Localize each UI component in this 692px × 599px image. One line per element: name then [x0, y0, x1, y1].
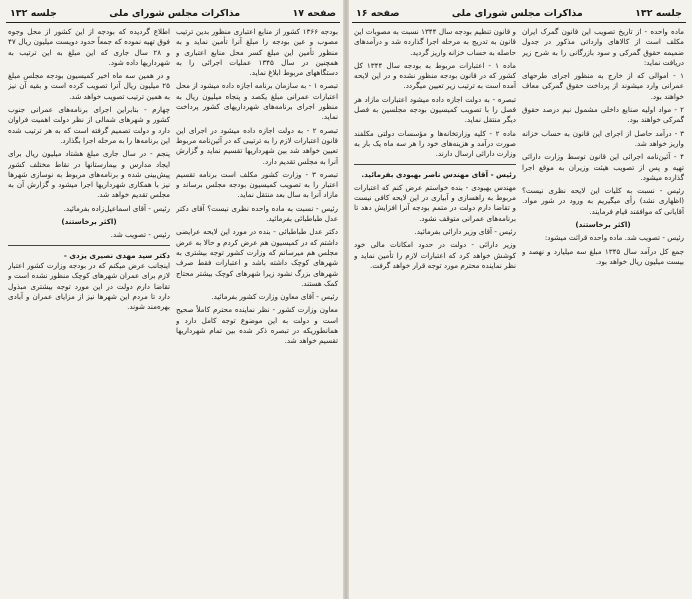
paragraph: ماده ۱ - اعتبارات مربوط به بودجه سال ۱۳۴۴ کل کشور که در قانون بودجه منظور نشده و در این لایحه آمده است به ترتیب زیر تعیین میگردد.	[354, 60, 516, 91]
paragraph: رئیس - تصویب شد. ماده واحده قرائت میشود:	[544, 233, 684, 243]
left-page	[6, 6, 340, 593]
vote-line: (اکثر برخاستند)	[61, 217, 117, 227]
right-page-col-right	[522, 27, 684, 271]
paragraph: رئیس - نسبت به کلیات این لایحه نظری نیست؟ (اظهاری نشد) رأی میگیریم به ورود در شور مواد. آقایانی که موافقند قیام فرمایند.	[522, 186, 684, 216]
left-page-col-left	[8, 27, 170, 347]
paragraph: ۲ - مواد اولیه صنایع داخلی مشمول نیم درصد حقوق گمرکی خواهند بود.	[522, 105, 684, 125]
paragraph: جمع کل درآمد سال ۱۳۴۵ مبلغ سه میلیارد و نهصد و بیست میلیون ریال خواهد بود.	[522, 246, 684, 266]
paragraph: تبصره ۳ - وزارت کشور مکلف است برنامه تقسیم اعتبار را به تصویب کمیسیون بودجه مجلس برساند و مازاد آنرا به سال بعد منتقل نماید.	[176, 169, 338, 200]
paragraph: تبصره - به دولت اجازه داده میشود اعتبارات مازاد هر فصل را با تصویب کمیسیون بودجه مجلسین به فصل دیگر منتقل نماید.	[354, 94, 516, 125]
divider	[8, 245, 170, 246]
paragraph: معاون وزارت کشور - نظر نماینده محترم کاملاً صحیح است و دولت به این موضوع توجه کامل دارد و همانطوریکه در تبصره ذکر شده بین تمام شهرداریها تقسیم خواهد شد.	[176, 305, 338, 346]
right-page-session: جلسه ۱۳۲	[635, 8, 682, 19]
left-page-title: مذاکرات مجلس شورای ملی	[109, 8, 241, 19]
book-gutter	[343, 0, 349, 599]
speaker-name: دکتر سید مهدی نصیری یزدی -	[63, 250, 170, 260]
paragraph: اطلاع گردیده که بودجه از این کشور از محل وجوه فوق تهیه نموده که جمعاً حدود دویست میلیون ریال ۴۷ و ۲۸ سال جاری که این مبلغ به این ترتیب به شهرداریها داده شود.	[8, 27, 170, 67]
left-page-number: صفحه ۱۷	[292, 8, 336, 19]
left-page-header	[6, 6, 340, 23]
paragraph: ماده واحده - از تاریخ تصویب این قانون گمرک ایران مکلف است از کالاهای وارداتی مذکور در جدول ضمیمه حقوق گمرکی و سود بازرگانی را به شرح زیر دریافت نماید:	[522, 27, 684, 67]
right-page-header	[352, 6, 686, 23]
paragraph: و در همین سه ماه اخیر کمیسیون بودجه مجلس مبلغ ۲۵ میلیون ریال آنرا تصویب کرده است و بقیه آن نیز به همین ترتیب تصویب خواهد شد.	[8, 71, 170, 101]
speaker-text: اینجانب عرض میکنم که در بودجه وزارت کشور اعتبار لازم برای عمران شهرهای کوچک منظور نشده است و تقاضا دارم دولت در این مورد توجه بیشتری مبذول دارد تا مردم این شهرها نیز از مزایای عمران و آبادی بهره‌مند شوند.	[8, 260, 170, 312]
paragraph: ۴ - آئین‌نامه اجرائی این قانون توسط وزارت دارائی تهیه و پس از تصویب هیئت وزیران به موقع اجرا گذارده میشود.	[522, 152, 684, 182]
paragraph: ۳ - درآمد حاصل از اجرای این قانون به حساب خزانه واریز خواهد شد.	[522, 128, 684, 148]
paragraph: ۱ - اموالی که از خارج به منظور اجرای طرحهای عمرانی وارد میشوند از پرداخت حقوق گمرکی معاف خواهند بود.	[522, 71, 684, 101]
left-page-columns	[6, 23, 340, 347]
vote-note: رئیس - تصویب شد.	[110, 230, 170, 240]
paragraph: و قانون تنظیم بودجه سال ۱۳۴۴ نسبت به مصوبات این قانون به تدریج به مرحله اجرا گذارده شد و درآمدهای حاصله به حساب خزانه واریز گردید.	[354, 27, 516, 57]
paragraph: بودجه ۱۳۶۶ کشور از منابع اعتباری منظور بدین ترتیب مصوب و عین بودجه را مبلغ آنرا تأمین نماید و به منظور تأمین این مبلغ کسر محل منابع اعتباری و همچنین در سال ۱۳۴۵ عملیات اجرائی را به دستگاههای مربوط ابلاغ نماید.	[176, 27, 338, 78]
right-page-col-left	[354, 27, 516, 271]
right-page	[352, 6, 686, 593]
right-page-columns	[352, 23, 686, 271]
paragraph: رئیس - آقای معاون وزارت کشور بفرمائید.	[211, 292, 338, 302]
paragraph: رئیس - نسبت به ماده واحده نظری نیست؟ آقای دکتر عدل طباطبائی بفرمائید.	[176, 203, 338, 224]
divider	[354, 164, 516, 165]
paragraph: چهارم - بنابراین اجرای برنامه‌های عمرانی جنوب کشور و شهرهای شمالی از نظر دولت اهمیت فراوان دارد و دولت تصمیم گرفته است که به هر ترتیب شده این برنامه‌ها را به مرحله اجرا بگذارد.	[8, 105, 170, 145]
paragraph: رئیس - آقای اسماعیل‌زاده بفرمائید.	[63, 203, 170, 213]
left-page-col-right	[176, 27, 338, 347]
vote-line: (اکثر برخاستند)	[575, 220, 631, 230]
paragraph: دکتر عدل طباطبائی - بنده در مورد این لایحه عرایضی داشتم که در کمیسیون هم عرض کردم و حالا به عرض مجلس هم میرسانم که وزارت کشور توجه بیشتری به شهرهای کوچک داشته باشد و اعتبارات فقط صرف شهرهای بزرگ نشود زیرا شهرهای کوچک بیشتر محتاج کمک هستند.	[176, 227, 338, 288]
paragraph: مهندس بهبودی - بنده خواستم عرض کنم که اعتبارات مربوط به راهسازی و آبیاری در این لایحه کافی نیست و تقاضا دارم دولت در متمم بودجه آنرا افزایش دهد تا برنامه‌های عمرانی متوقف نشود.	[354, 182, 516, 223]
paragraph: رئیس - آقای وزیر دارائی بفرمائید.	[414, 227, 516, 237]
paragraph: ماده ۲ - کلیه وزارتخانه‌ها و مؤسسات دولتی مکلفند صورت درآمد و هزینه‌های خود را هر سه ماه یک بار به وزارت دارائی ارسال دارند.	[354, 128, 516, 159]
paragraph: تبصره ۲ - به دولت اجازه داده میشود در اجرای این قانون اعتبارات لازم را به ترتیبی که در آئین‌نامه مربوط تعیین خواهد شد بین شهرداریها تقسیم نماید و گزارش آنرا به مجلس تقدیم دارد.	[176, 125, 338, 166]
right-page-title: مذاکرات مجلس شورای ملی	[451, 8, 583, 19]
left-page-session: جلسه ۱۳۲	[10, 8, 57, 19]
paragraph: وزیر دارائی - دولت در حدود امکانات مالی خود کوشش خواهد کرد که اعتبارات لازم را تأمین نماید و نظر نماینده محترم مورد توجه قرار خواهد گرفت.	[354, 240, 516, 270]
paragraph: تبصره ۱ - به سازمان برنامه اجازه داده میشود از محل اعتبارات عمرانی مبلغ یکصد و پنجاه میلیون ریال به منظور اجرای برنامه‌های شهرداریهای کشور پرداخت نماید.	[176, 81, 338, 122]
paragraph: پنجم - در سال جاری مبلغ هشتاد میلیون ریال برای ایجاد مدارس و بیمارستانها در نقاط مختلف کشور پیش‌بینی شده و برنامه‌های مربوط به نوسازی شهرها نیز با همکاری شهرداریها اجرا میشود و گزارش آن به مجلس تقدیم خواهد شد.	[8, 149, 170, 200]
speaker-line: رئیس - آقای مهندس ناصر بهبودی بفرمائید.	[361, 169, 516, 179]
right-page-number: صفحه ۱۶	[356, 8, 400, 19]
